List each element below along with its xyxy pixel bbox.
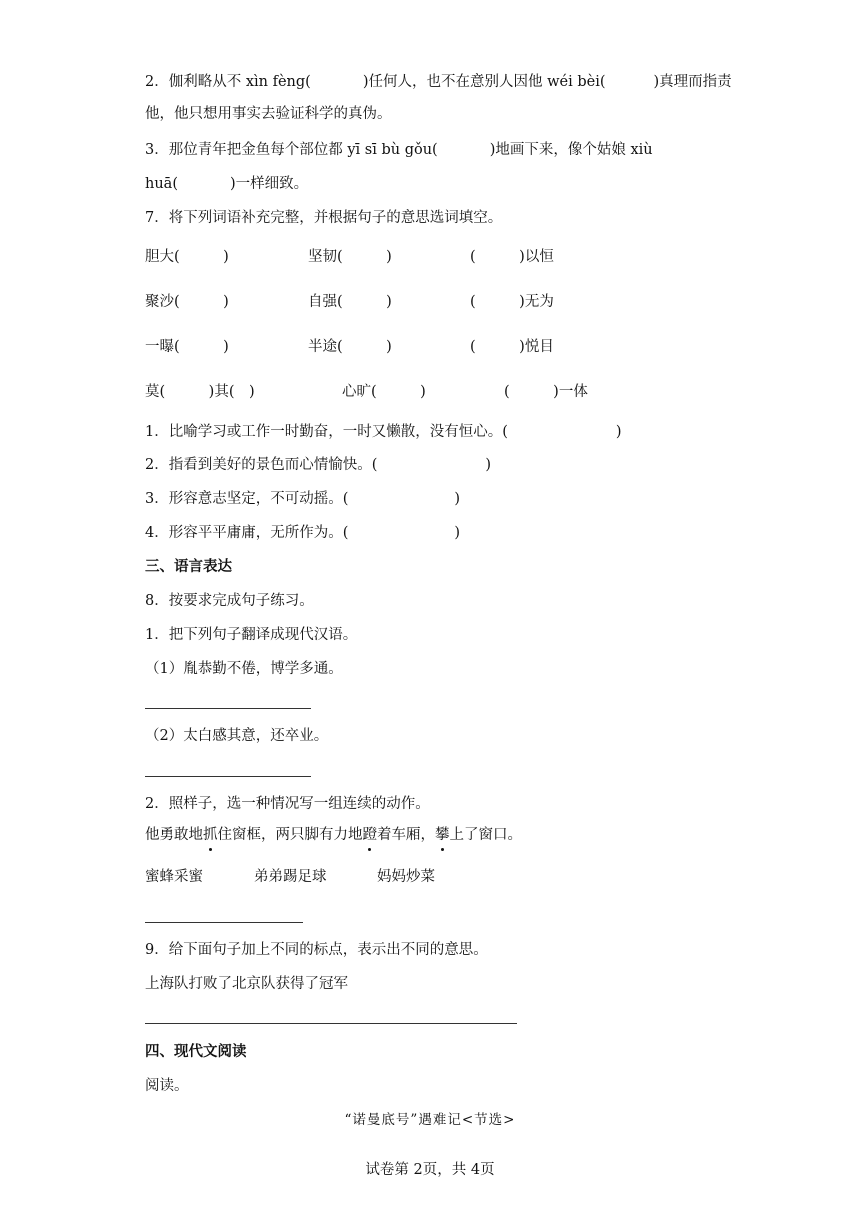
q7-item-1 <box>145 422 622 442</box>
idiom-cell[interactable]: 心旷( ) <box>342 384 426 400</box>
option-label: 蜜蜂采蜜 <box>145 869 203 885</box>
idiom-cell[interactable]: 聚沙( ) <box>145 294 229 310</box>
q7-item-4 <box>145 523 460 543</box>
emphasis-char: 蹬 <box>362 827 377 843</box>
q8-sub-1: 1．把下列句子翻译成现代汉语。 <box>145 627 358 643</box>
q8-sentence-1: （1）胤恭勤不倦，博学多通。 <box>145 661 343 677</box>
q9-sentence: 上海队打败了北京队获得了冠军 <box>145 976 348 992</box>
q2-text-a: 2．伽利略从不 xìn fèng( <box>145 74 311 90</box>
q3-text-b: )地画下来，像个姑娘 xiù <box>489 142 653 158</box>
idiom-cell[interactable]: ( )以恒 <box>470 249 554 265</box>
example-text: 住窗框，两只脚有力地 <box>217 827 363 843</box>
idiom-cell[interactable]: 坚韧( ) <box>308 249 392 265</box>
q8-sentence-2: （2）太白感其意，还卒业。 <box>145 728 329 744</box>
example-text: 着车厢， <box>377 827 435 843</box>
q2-line-2: 他，他只想用事实去验证科学的真伪。 <box>145 106 392 122</box>
q9-heading: 9．给下面句子加上不同的标点，表示出不同的意思。 <box>145 942 488 958</box>
option-label: 弟弟踢足球 <box>254 869 327 885</box>
idiom-cell[interactable]: 半途( ) <box>308 339 392 355</box>
answer-line[interactable] <box>145 776 311 777</box>
q7-item-close: ) <box>454 491 461 507</box>
answer-line[interactable] <box>145 922 303 923</box>
page-footer: 试卷第 2页，共 4页 <box>365 1162 495 1178</box>
idiom-cell[interactable]: ( )无为 <box>470 294 554 310</box>
q7-heading: 7．将下列词语补充完整，并根据句子的意思选词填空。 <box>145 210 503 226</box>
q2-text-c: )真理而指责 <box>653 74 732 90</box>
q3-text-c: huā( <box>145 176 178 192</box>
q7-item-3 <box>145 489 460 509</box>
option-label: 妈妈炒菜 <box>377 869 435 885</box>
q3-text-a: 3．那位青年把金鱼每个部位都 yī sī bù gǒu( <box>145 142 438 158</box>
example-text: 上了窗口。 <box>449 827 522 843</box>
q3-text-d: )一样细致。 <box>229 176 309 192</box>
q7-item-text: 4．形容平平庸庸，无所作为。( <box>145 525 349 541</box>
q8-heading: 8．按要求完成句子练习。 <box>145 593 314 609</box>
section-heading: 三、语言表达 <box>145 558 232 575</box>
q7-item-text: 3．形容意志坚定，不可动摇。( <box>145 491 349 507</box>
answer-line[interactable] <box>145 708 311 709</box>
q7-item-text: 2．指看到美好的景色而心情愉快。( <box>145 457 378 473</box>
answer-line[interactable] <box>145 1023 517 1024</box>
emphasis-char: 攀 <box>435 827 450 843</box>
q7-item-close: ) <box>485 457 492 473</box>
idiom-cell[interactable]: ( )悦目 <box>470 339 554 355</box>
q7-item-2 <box>145 455 491 475</box>
q7-item-close: ) <box>615 424 622 440</box>
passage-title: “诺曼底号”遇难记<节选> <box>344 1112 516 1128</box>
emphasis-char: 抓 <box>203 827 218 843</box>
idiom-cell[interactable]: 一曝( ) <box>145 339 229 355</box>
reading-intro: 阅读。 <box>145 1078 189 1094</box>
q7-item-text: 1．比喻学习或工作一时勤奋，一时又懒散，没有恒心。( <box>145 424 508 440</box>
q7-item-close: ) <box>454 525 461 541</box>
idiom-cell[interactable]: ( )一体 <box>504 384 588 400</box>
example-sentence <box>145 825 522 845</box>
q3-line-2 <box>145 174 308 194</box>
q2-line-1 <box>145 72 732 92</box>
example-text: 他勇敢地 <box>145 827 203 843</box>
idiom-cell[interactable]: 自强( ) <box>308 294 392 310</box>
q3-line-1 <box>145 140 653 160</box>
q8-sub-2: 2．照样子，选一种情况写一组连续的动作。 <box>145 796 430 812</box>
idiom-cell[interactable]: 胆大( ) <box>145 249 229 265</box>
q2-text-b: )任何人，也不在意别人因他 wéi bèi( <box>362 74 606 90</box>
section-heading: 四、现代文阅读 <box>145 1043 247 1060</box>
idiom-cell[interactable]: 莫( )其( ) <box>145 384 255 400</box>
